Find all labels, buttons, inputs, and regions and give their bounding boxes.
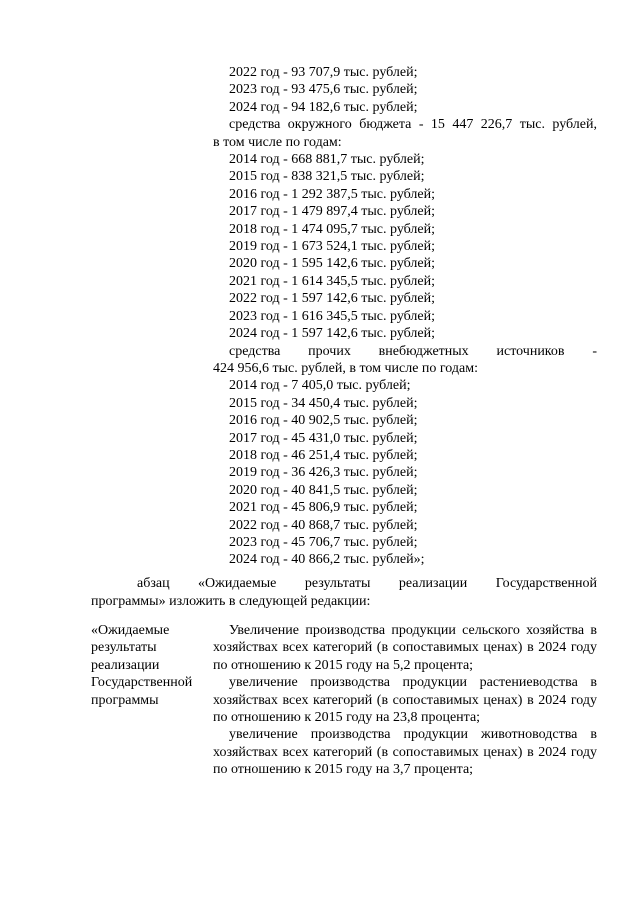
- funding-line: 424 956,6 тыс. рублей, в том числе по годам:: [213, 360, 478, 376]
- funding-line: 2018 год - 46 251,4 тыс. рублей;: [229, 447, 418, 463]
- funding-line: 2017 год - 45 431,0 тыс. рублей;: [229, 430, 418, 446]
- funding-line: 2024 год - 94 182,6 тыс. рублей;: [229, 99, 418, 115]
- funding-line: средства окружного бюджета - 15 447 226,7 тыс. рублей,: [229, 117, 597, 133]
- funding-line: 2021 год - 1 614 345,5 тыс. рублей;: [229, 273, 436, 289]
- funding-line: 2022 год - 1 597 142,6 тыс. рублей;: [229, 291, 436, 307]
- funding-line: 2020 год - 1 595 142,6 тыс. рублей;: [229, 256, 436, 272]
- table-label-line: «Ожидаемые: [91, 623, 170, 638]
- funding-line: 2015 год - 34 450,4 тыс. рублей;: [229, 395, 418, 411]
- instruction-line-2: программы» изложить в следующей редакции:: [91, 594, 371, 609]
- funding-line: в том числе по годам:: [213, 134, 342, 150]
- table-label-line: Государственной: [91, 675, 193, 691]
- funding-line: 2014 год - 668 881,7 тыс. рублей;: [229, 152, 425, 168]
- funding-line: 2015 год - 838 321,5 тыс. рублей;: [229, 169, 425, 185]
- funding-line: 2024 год - 1 597 142,6 тыс. рублей;: [229, 326, 436, 342]
- funding-line: 2019 год - 36 426,3 тыс. рублей;: [229, 465, 418, 481]
- table-label-line: программы: [91, 692, 159, 708]
- funding-line: 2023 год - 93 475,6 тыс. рублей;: [229, 82, 418, 98]
- funding-line: средства прочих внебюджетных источников -: [229, 343, 597, 359]
- table-label-line: реализации: [91, 657, 160, 673]
- funding-list: [213, 64, 597, 569]
- funding-line: 2017 год - 1 479 897,4 тыс. рублей;: [229, 204, 436, 220]
- instruction-paragraph: [91, 575, 597, 611]
- funding-line: 2020 год - 40 841,5 тыс. рублей;: [229, 482, 418, 498]
- result-paragraph: увеличение производства продукции растениеводства в хозяйствах всех категорий (в сопоставимых ценах) в 2024 году по отношению к 2015 году на 23,8 процента;: [213, 675, 597, 726]
- result-paragraph: увеличение производства продукции животноводства в хозяйствах всех категорий (в сопоставимых ценах) в 2024 году по отношению к 2015 году на 3,7 процента;: [213, 727, 597, 778]
- result-paragraph: Увеличение производства продукции сельского хозяйства в хозяйствах всех категорий (в сопоставимых ценах) в 2024 году по отношению к 2015 году на 5,2 процента;: [213, 623, 597, 673]
- funding-line: 2024 год - 40 866,2 тыс. рублей»;: [229, 552, 425, 568]
- funding-line: 2023 год - 45 706,7 тыс. рублей;: [229, 534, 418, 550]
- funding-line: 2021 год - 45 806,9 тыс. рублей;: [229, 500, 418, 516]
- instruction-line-1: абзац «Ожидаемые результаты реализации Государственной: [137, 576, 597, 591]
- funding-line: 2022 год - 40 868,7 тыс. рублей;: [229, 517, 418, 533]
- funding-line: 2019 год - 1 673 524,1 тыс. рублей;: [229, 239, 436, 255]
- funding-line: 2022 год - 93 707,9 тыс. рублей;: [229, 65, 418, 80]
- table-value-cell: [213, 622, 597, 779]
- table-label-cell: [91, 622, 209, 709]
- table-label-line: результаты: [91, 640, 157, 656]
- funding-line: 2014 год - 7 405,0 тыс. рублей;: [229, 378, 411, 394]
- funding-line: 2016 год - 40 902,5 тыс. рублей;: [229, 413, 418, 429]
- funding-line: 2016 год - 1 292 387,5 тыс. рублей;: [229, 186, 436, 202]
- funding-line: 2018 год - 1 474 095,7 тыс. рублей;: [229, 221, 436, 237]
- funding-line: 2023 год - 1 616 345,5 тыс. рублей;: [229, 308, 436, 324]
